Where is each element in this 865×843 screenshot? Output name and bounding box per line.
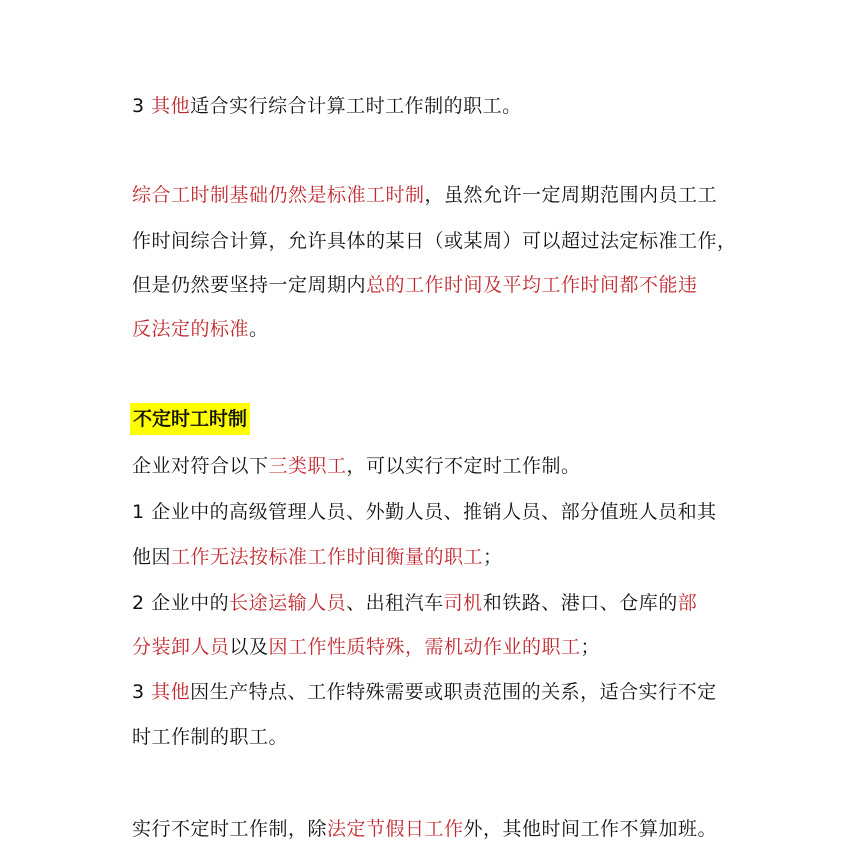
body-text: 时工作制的职工。 (132, 726, 289, 748)
body-text: 作时间综合计算，允许具体的某日（或某周）可以超过法定标准工作， (132, 230, 737, 252)
highlighted-text: 其他 (151, 681, 191, 703)
body-text: 以及 (229, 636, 269, 658)
body-text: 企业对符合以下 (132, 455, 269, 477)
body-text: 适合实行综合计算工时工作制的职工。 (190, 95, 522, 117)
section-heading: 不定时工时制 (130, 403, 250, 435)
body-text: 实行不定时工作制，除 (132, 818, 328, 840)
highlighted-text: 法定节假日工作 (327, 818, 464, 840)
body-text: 和铁路、港口、仓库的 (482, 592, 678, 614)
body-text: 外，其他时间工作不算加班。 (463, 818, 718, 840)
body-text: 、出租汽车 (346, 592, 444, 614)
body-text: 但是仍然要坚持一定周期内 (132, 274, 367, 296)
body-text: 1 企业中的高级管理人员、外勤人员、推销人员、部分值班人员和其 (132, 501, 717, 523)
highlighted-text: 司机 (443, 592, 483, 614)
body-text: 因生产特点、工作特殊需要或职责范围的关系，适合实行不定 (190, 681, 717, 703)
body-text: ，可以实行不定时工作制。 (346, 455, 581, 477)
highlighted-text: 长途运输人员 (229, 592, 347, 614)
text-line (132, 498, 717, 526)
highlighted-text: 综合工时制基础仍然是标准工时制 (132, 184, 425, 206)
body-text: ； (483, 546, 503, 568)
text-line (132, 315, 269, 343)
body-text: ，虽然允许一定周期范围内员工工 (424, 184, 718, 206)
text-line (132, 589, 697, 617)
body-text: 他因 (132, 546, 172, 568)
body-text: ； (580, 636, 601, 658)
highlighted-text: 部 (677, 592, 698, 614)
highlighted-text: 工作无法按标准工作时间衡量的职工 (171, 546, 484, 568)
highlighted-text: 反法定的标准 (132, 318, 250, 340)
highlighted-text: 分装卸人员 (132, 636, 230, 658)
text-line (132, 452, 581, 480)
highlighted-text: 其他 (151, 95, 191, 117)
highlighted-text: 三类职工 (268, 455, 347, 477)
text-line (132, 227, 737, 255)
text-line (132, 678, 717, 706)
text-line (132, 815, 717, 843)
body-text: 2 企业中的 (132, 592, 230, 614)
text-line (132, 271, 698, 299)
highlighted-text: 总的工作时间及平均工作时间都不能违 (366, 274, 698, 296)
text-line (132, 92, 522, 120)
text-line (132, 723, 288, 751)
body-text: 。 (249, 318, 269, 340)
highlighted-text: 因工作性质特殊，需机动作业的职工 (268, 636, 581, 658)
text-line (132, 543, 503, 571)
text-line (132, 633, 600, 661)
body-text: 3 (132, 681, 152, 703)
body-text: 3 (132, 95, 152, 117)
text-line (132, 181, 717, 209)
